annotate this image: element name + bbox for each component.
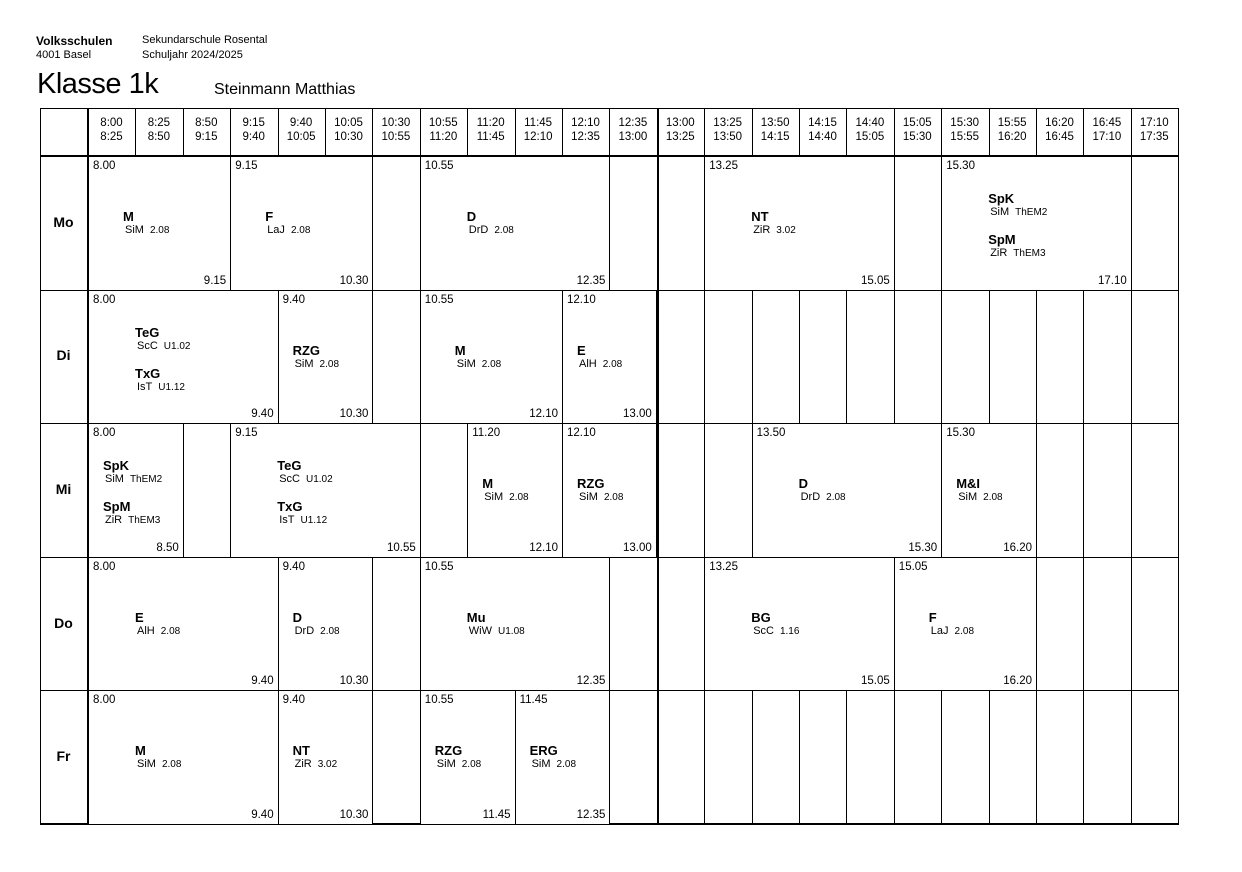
lesson-start-time: 11.45 — [519, 694, 548, 707]
subject-details — [990, 247, 1045, 260]
subject-room: 2.08 — [826, 492, 846, 504]
lesson-start-time: 9.15 — [235, 160, 258, 172]
subject-teacher: ScC — [753, 624, 774, 637]
day-label-mi: Mi — [55, 481, 72, 497]
lesson-block[interactable] — [278, 557, 374, 692]
slot-from: 11:45 — [524, 117, 553, 129]
lesson-start-time: 13.50 — [756, 427, 786, 440]
subject-details — [579, 491, 623, 504]
lesson-block[interactable] — [704, 557, 895, 692]
subject-details — [105, 514, 160, 527]
lesson-subject — [135, 743, 181, 771]
lesson-end-time: 9.40 — [251, 808, 274, 821]
subject-room: 2.08 — [290, 225, 311, 236]
subject-details — [753, 625, 799, 638]
lesson-block[interactable] — [941, 423, 1037, 558]
subject-details — [579, 358, 622, 371]
slot-header — [325, 116, 372, 144]
subject-details — [469, 224, 514, 237]
subject-name: F — [265, 209, 274, 224]
subject-room: 2.08 — [160, 625, 181, 637]
subject-teacher: DrD — [800, 491, 821, 504]
slot-to: 9:15 — [195, 131, 218, 143]
subject-teacher: LaJ — [930, 624, 949, 637]
lesson-block[interactable] — [88, 557, 279, 692]
slot-to: 15:30 — [902, 131, 932, 143]
lesson-end-time: 9.40 — [251, 408, 274, 421]
subject-details — [137, 758, 181, 771]
subject-teacher: ScC — [279, 473, 300, 486]
lesson-block[interactable] — [88, 690, 279, 825]
lesson-end-time: 11.45 — [482, 808, 511, 821]
subject-name: RZG — [434, 743, 463, 759]
lesson-block[interactable] — [894, 557, 1037, 692]
subject-name: ERG — [529, 743, 558, 759]
subject-details — [137, 340, 190, 353]
subject-details — [931, 625, 974, 638]
subject-details — [753, 224, 796, 237]
subject-room: 2.08 — [161, 759, 182, 771]
lesson-block[interactable] — [752, 423, 943, 558]
lesson-start-time: 9.40 — [282, 293, 305, 306]
slot-from: 14:15 — [808, 117, 837, 129]
lesson-start-time: 10.55 — [424, 694, 454, 707]
slot-to: 16:45 — [1045, 131, 1074, 143]
slot-to: 10:05 — [286, 131, 316, 143]
subject-details — [295, 625, 340, 638]
subject-room: 2.08 — [983, 492, 1003, 504]
subject-teacher: ZiR — [753, 224, 771, 236]
subject-details — [137, 625, 180, 638]
subject-details — [532, 758, 576, 771]
lesson-block[interactable] — [278, 290, 374, 425]
lesson-start-time: 15.30 — [946, 160, 975, 172]
subject-teacher: SiM — [456, 357, 476, 370]
subject-room: 2.08 — [954, 625, 975, 637]
slot-to: 14:15 — [760, 131, 790, 143]
lesson-subject — [103, 458, 162, 486]
subject-name: TeG — [277, 458, 302, 474]
subject-details — [457, 358, 501, 371]
lesson-subject — [277, 499, 327, 527]
slot-header — [1083, 116, 1130, 144]
slot-to: 13:00 — [618, 131, 648, 143]
lesson-end-time: 9.15 — [203, 274, 227, 287]
lesson-subject — [988, 191, 1047, 219]
lesson-subject — [435, 743, 481, 771]
slot-header — [88, 116, 135, 144]
slot-to: 15:55 — [950, 131, 980, 143]
lesson-end-time: 12.35 — [576, 808, 606, 821]
lesson-subject — [277, 458, 332, 486]
slot-from: 8:00 — [100, 117, 123, 129]
lesson-subject — [799, 476, 846, 504]
subject-room: 2.08 — [556, 759, 577, 771]
slot-header — [230, 116, 277, 144]
lesson-start-time: 13.25 — [709, 160, 738, 172]
lesson-start-time: 8.00 — [93, 560, 116, 573]
lesson-start-time: 15.05 — [898, 560, 928, 573]
slot-from: 10:30 — [381, 117, 411, 129]
subject-room: U1.12 — [300, 515, 328, 527]
subject-details — [279, 514, 327, 527]
subject-room: 2.08 — [509, 492, 529, 504]
subject-room: U1.12 — [158, 381, 185, 393]
lesson-end-time: 12.35 — [576, 274, 606, 287]
lesson-end-time: 10.30 — [339, 408, 369, 421]
subject-teacher: SiM — [294, 357, 314, 370]
subject-room: 2.08 — [481, 358, 502, 370]
lesson-start-time: 8.00 — [93, 427, 116, 440]
subject-details — [437, 758, 481, 771]
slot-to: 8:25 — [100, 131, 123, 143]
subject-room: 2.08 — [602, 358, 623, 370]
slot-from: 10:55 — [428, 117, 458, 129]
lesson-start-time: 8.00 — [93, 160, 116, 172]
slot-header — [135, 116, 182, 144]
slot-header — [372, 116, 419, 144]
slot-from: 16:45 — [1092, 117, 1122, 129]
lesson-subject — [455, 343, 501, 371]
slot-header — [704, 116, 751, 144]
subject-room: 2.08 — [149, 225, 170, 236]
subject-name: RZG — [292, 342, 321, 358]
lesson-subject — [988, 232, 1045, 260]
lesson-end-time: 17.10 — [1098, 274, 1127, 287]
slot-from: 12:35 — [618, 117, 648, 129]
lesson-start-time: 9.15 — [235, 427, 258, 440]
subject-name: M — [135, 743, 146, 759]
lesson-end-time: 16.20 — [1003, 675, 1032, 688]
slot-header — [562, 116, 609, 144]
slot-header — [278, 116, 325, 144]
subject-name: Mu — [466, 609, 486, 625]
subject-name: BG — [751, 609, 771, 625]
slot-from: 15:30 — [950, 117, 980, 129]
subject-teacher: SiM — [137, 758, 156, 771]
subject-teacher: ZiR — [294, 758, 312, 771]
lesson-subject — [577, 476, 623, 504]
slot-header — [894, 116, 941, 144]
lesson-start-time: 12.10 — [567, 427, 596, 440]
class-teacher: Steinmann Matthias — [214, 81, 356, 98]
slot-from: 13:00 — [665, 117, 695, 129]
subject-room: ThEM2 — [129, 474, 163, 486]
subject-name: D — [466, 209, 477, 224]
lesson-block[interactable] — [230, 156, 373, 291]
subject-room: 3.02 — [776, 225, 796, 236]
subject-name: NT — [751, 209, 769, 224]
subject-room: 2.08 — [320, 625, 340, 637]
subject-name: D — [798, 476, 808, 492]
subject-name: E — [577, 342, 586, 358]
lesson-block[interactable] — [230, 423, 421, 558]
lesson-end-time: 10.30 — [339, 808, 369, 821]
lesson-subject — [293, 610, 340, 638]
subject-teacher: SiM — [579, 491, 598, 504]
lesson-start-time: 9.40 — [282, 694, 305, 707]
subject-name: SpM — [988, 232, 1016, 247]
subject-details — [295, 358, 339, 371]
slot-header — [1036, 116, 1083, 144]
slot-to: 17:10 — [1092, 131, 1122, 143]
subject-details — [801, 491, 846, 504]
slot-to: 14:40 — [808, 131, 837, 143]
day-label-do: Do — [54, 614, 73, 631]
lesson-block[interactable] — [420, 290, 563, 425]
lesson-subject — [929, 610, 974, 638]
subject-teacher: ZiR — [990, 247, 1008, 259]
subject-room: 2.08 — [319, 358, 340, 370]
lesson-start-time: 11.20 — [472, 427, 501, 440]
slot-to: 9:40 — [242, 131, 265, 143]
lesson-start-time: 8.00 — [93, 293, 116, 306]
lesson-block[interactable] — [278, 690, 374, 825]
lesson-subject — [482, 476, 528, 504]
subject-details — [267, 224, 310, 237]
subject-teacher: LaJ — [267, 224, 285, 236]
subject-room: ThEM2 — [1015, 207, 1048, 218]
lesson-subject — [293, 743, 338, 771]
slot-from: 17:10 — [1139, 117, 1169, 129]
subject-name: M — [482, 476, 494, 492]
subject-details — [295, 758, 338, 771]
slot-to: 16:20 — [997, 131, 1027, 143]
school-name: Sekundarschule Rosental — [142, 34, 268, 46]
lesson-subject — [135, 366, 185, 394]
day-label-di: Di — [56, 347, 71, 364]
subject-teacher: DrD — [468, 224, 489, 236]
subject-details — [125, 224, 169, 237]
lesson-subject — [467, 610, 525, 638]
subject-teacher: SiM — [958, 491, 978, 504]
lesson-block[interactable] — [704, 156, 895, 291]
lesson-end-time: 9.40 — [251, 675, 274, 688]
lesson-end-time: 13.00 — [623, 541, 652, 554]
slot-from: 10:05 — [334, 117, 363, 129]
lesson-end-time: 10.55 — [387, 541, 416, 554]
lesson-end-time: 8.50 — [156, 541, 179, 554]
subject-room: 2.08 — [603, 492, 624, 504]
lesson-end-time: 10.30 — [339, 675, 369, 688]
slot-header — [657, 116, 704, 144]
subject-room: U1.02 — [163, 340, 191, 352]
lesson-end-time: 15.05 — [861, 274, 890, 287]
subject-details — [958, 491, 1002, 504]
slot-from: 13:25 — [713, 117, 743, 129]
subject-teacher: IsT — [279, 514, 295, 527]
slot-header — [420, 116, 467, 144]
timetable-grid — [40, 108, 1179, 824]
subject-name: NT — [292, 743, 310, 759]
subject-teacher: AlH — [137, 624, 155, 637]
lesson-block[interactable] — [420, 156, 611, 291]
slot-to: 10:30 — [334, 131, 363, 143]
lesson-start-time: 13.25 — [709, 560, 738, 573]
slot-from: 13:50 — [760, 117, 790, 129]
subject-teacher: WiW — [468, 624, 493, 637]
subject-teacher: SiM — [990, 206, 1010, 218]
subject-room: 2.08 — [461, 759, 482, 771]
slot-to: 8:50 — [147, 131, 171, 143]
lesson-subject — [135, 325, 190, 353]
slot-from: 12:10 — [571, 117, 600, 129]
lesson-block[interactable] — [420, 557, 611, 692]
slot-from: 15:55 — [997, 117, 1027, 129]
subject-room: 3.02 — [317, 759, 338, 771]
slot-to: 17:35 — [1139, 131, 1169, 143]
lesson-start-time: 10.55 — [424, 560, 454, 573]
lesson-block[interactable] — [562, 290, 658, 425]
lesson-end-time: 12.10 — [529, 408, 558, 421]
subject-room: ThEM3 — [1013, 248, 1046, 259]
subject-details — [484, 491, 528, 504]
slot-from: 8:50 — [195, 117, 218, 129]
lesson-start-time: 9.40 — [282, 560, 305, 573]
slot-from: 9:40 — [289, 117, 313, 129]
subject-name: D — [292, 609, 302, 625]
slot-header — [183, 116, 230, 144]
lesson-end-time: 10.30 — [339, 274, 369, 287]
slot-from: 14:40 — [855, 117, 885, 129]
subject-room: U1.08 — [498, 625, 525, 637]
slot-from: 16:20 — [1045, 117, 1074, 129]
lesson-subject — [577, 343, 622, 371]
lesson-end-time: 12.35 — [576, 675, 606, 688]
lesson-subject — [751, 209, 796, 237]
slot-header — [467, 116, 514, 144]
lesson-block[interactable] — [88, 156, 231, 291]
lesson-block[interactable] — [467, 423, 563, 558]
lesson-start-time: 15.30 — [946, 427, 975, 440]
lesson-start-time: 10.55 — [424, 160, 454, 172]
slot-header — [515, 116, 562, 144]
subject-name: E — [135, 609, 144, 625]
subject-name: F — [928, 609, 937, 625]
lesson-block[interactable] — [515, 690, 611, 825]
subject-teacher: SiM — [484, 491, 504, 504]
class-title: Klasse 1k — [37, 68, 159, 100]
lesson-subject — [135, 610, 180, 638]
subject-teacher: IsT — [137, 380, 153, 393]
subject-room: 1.16 — [779, 625, 800, 637]
subject-teacher: SiM — [105, 473, 124, 486]
slot-header — [799, 116, 846, 144]
slot-from: 8:25 — [147, 117, 171, 129]
slot-to: 13:25 — [665, 131, 695, 143]
lesson-end-time: 15.05 — [861, 675, 890, 688]
subject-name: SpK — [988, 191, 1015, 206]
slot-to: 13:50 — [713, 131, 743, 143]
slot-header — [752, 116, 799, 144]
subject-teacher: ZiR — [105, 514, 123, 527]
subject-teacher: SiM — [125, 224, 144, 236]
org-name: Volksschulen — [36, 34, 113, 48]
lesson-subject — [103, 499, 160, 527]
subject-name: M&I — [956, 476, 981, 492]
subject-name: SpK — [103, 458, 129, 474]
slot-to: 12:10 — [523, 131, 553, 143]
subject-name: TeG — [135, 324, 160, 340]
lesson-end-time: 15.30 — [908, 541, 938, 554]
subject-name: M — [123, 209, 134, 224]
subject-details — [990, 206, 1047, 219]
lesson-block[interactable] — [941, 156, 1132, 291]
subject-teacher: SiM — [531, 758, 551, 771]
subject-teacher: AlH — [579, 357, 597, 370]
slot-to: 10:55 — [381, 131, 411, 143]
lesson-subject — [530, 743, 576, 771]
subject-room: U1.02 — [305, 474, 333, 486]
subject-name: RZG — [577, 476, 605, 492]
lesson-start-time: 12.10 — [567, 293, 596, 306]
lesson-subject — [123, 209, 169, 237]
day-label-fr: Fr — [56, 748, 71, 765]
subject-details — [469, 625, 525, 638]
slot-to: 12:35 — [571, 131, 600, 143]
lesson-subject — [293, 343, 339, 371]
slot-header — [989, 116, 1036, 144]
subject-details — [137, 381, 185, 394]
subject-name: SpM — [103, 499, 131, 515]
subject-teacher: SiM — [436, 758, 456, 771]
lesson-block[interactable] — [562, 423, 658, 558]
subject-teacher: DrD — [294, 624, 315, 637]
subject-name: TxG — [277, 499, 303, 515]
slot-header — [609, 116, 656, 144]
lesson-block[interactable] — [420, 690, 516, 825]
lesson-block[interactable] — [88, 290, 279, 425]
lesson-start-time: 8.00 — [93, 694, 116, 707]
lesson-subject — [467, 209, 514, 237]
lesson-subject — [265, 209, 310, 237]
lesson-end-time: 13.00 — [623, 408, 652, 421]
slot-to: 11:45 — [476, 131, 505, 143]
day-label-mo: Mo — [53, 213, 74, 230]
slot-to: 15:05 — [855, 131, 885, 143]
slot-from: 15:05 — [902, 117, 932, 129]
slot-to: 11:20 — [429, 131, 458, 143]
subject-room: 2.08 — [494, 225, 514, 236]
org-city: 4001 Basel — [36, 49, 92, 61]
lesson-subject — [751, 610, 799, 638]
slot-header — [1131, 116, 1178, 144]
slot-from: 9:15 — [242, 117, 265, 129]
lesson-end-time: 16.20 — [1003, 541, 1032, 554]
lesson-start-time: 10.55 — [424, 293, 454, 306]
slot-from: 11:20 — [476, 117, 505, 129]
subject-name: TxG — [135, 365, 161, 381]
subject-details — [279, 473, 332, 486]
subject-room: ThEM3 — [128, 515, 161, 527]
subject-name: M — [454, 342, 466, 358]
school-year: Schuljahr 2024/2025 — [142, 49, 243, 61]
lesson-subject — [956, 476, 1002, 504]
slot-header — [846, 116, 893, 144]
subject-details — [105, 473, 162, 486]
lesson-end-time: 12.10 — [529, 541, 558, 554]
lesson-block[interactable] — [88, 423, 184, 558]
slot-header — [941, 116, 988, 144]
subject-teacher: ScC — [137, 339, 158, 352]
